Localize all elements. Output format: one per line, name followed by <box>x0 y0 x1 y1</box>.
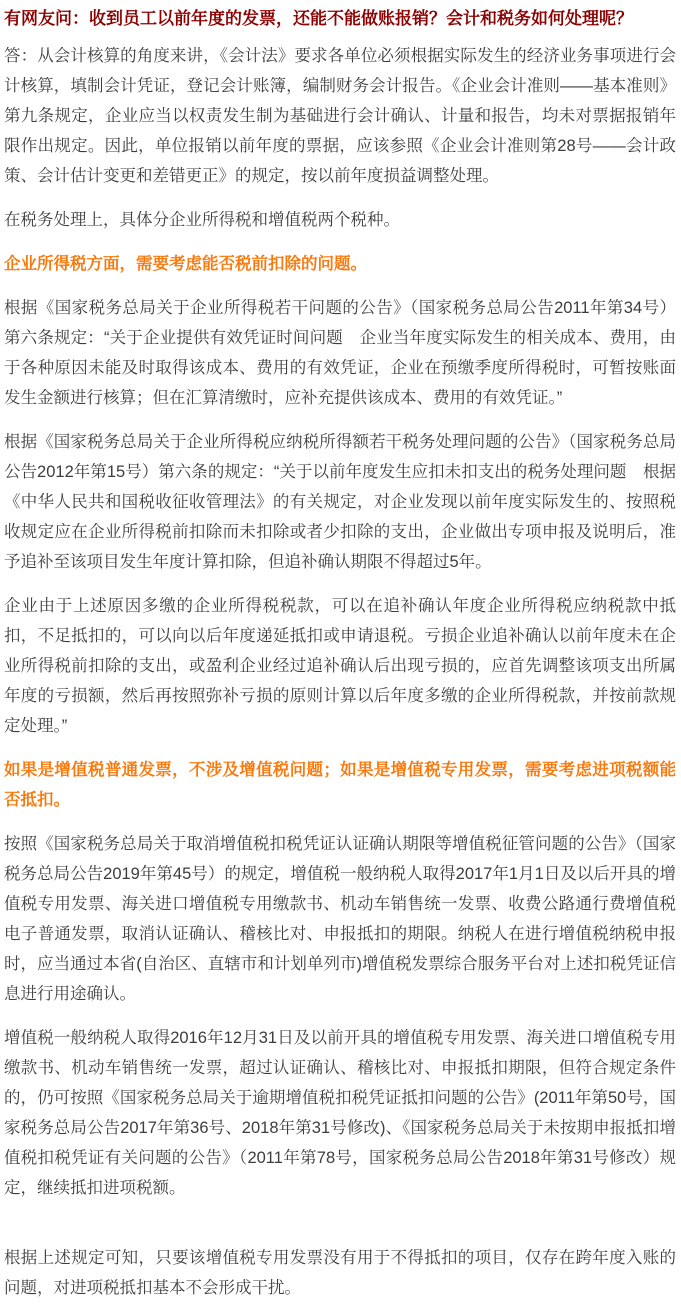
heading-income-tax: 企业所得税方面，需要考虑能否税前扣除的问题。 <box>4 255 367 273</box>
paragraph-accounting-answer: 答：从会计核算的角度来讲，《会计法》要求各单位必须根据实际发生的经济业务事项进行会计核算，填制会计凭证，登记会计账簿，编制财务会计报告。《企业会计准则——基本准则》第九条规定，企业应当以权责发生制为基础进行会计确认、计量和报告，均未对票据报销年限作出规定。因此，单位报销以前年度的票据，应该参照《企业会计准则第28号——会计政策、会计估计变更和差错更正》的规定，按以前年度损益调整处理。 <box>4 47 676 185</box>
paragraph-tax-overview: 在税务处理上，具体分企业所得税和增值税两个税种。 <box>4 211 400 229</box>
paragraph-announcement-2012-15: 根据《国家税务总局关于企业所得税应纳税所得额若干税务处理问题的公告》（国家税务总局公告2012年第15号）第六条的规定：“关于以前年度发生应扣未扣支出的税务处理问题 根据《中华人民共和国税收征收管理法》的有关规定，对企业发现以前年度实际发生的、按照税收规定应在企业所得税前扣除而未扣除或者少扣除的支出，企业做出专项申报及说明后，准予追补至该项目发生年度计算扣除，但追补确认期限不得超过5年。 <box>4 433 676 571</box>
heading-vat-invoice: 如果是增值税普通发票，不涉及增值税问题；如果是增值税专用发票，需要考虑进项税额能否抵扣。 <box>4 761 676 809</box>
article-title: 有网友问：收到员工以前年度的发票，还能不能做账报销？会计和税务如何处理呢？ <box>4 9 633 28</box>
paragraph-pre-2017-invoices: 增值税一般纳税人取得2016年12月31日及以前开具的增值税专用发票、海关进口增值税专用缴款书、机动车销售统一发票，超过认证确认、稽核比对、申报抵扣期限，但符合规定条件的，仍可按照《国家税务总局关于逾期增值税扣税凭证抵扣问题的公告》(2011年第50号，国家税务总局公告2017年第36号、2018年第31号修改)、《国家税务总局关于未按期申报抵扣增值税扣税凭证有关问题的公告》（2011年第78号，国家税务总局公告2018年第31号修改）规定，继续抵扣进项税额。 <box>4 1029 676 1197</box>
blank-line <box>4 1217 676 1243</box>
paragraph-announcement-2011-34: 根据《国家税务总局关于企业所得税若干问题的公告》（国家税务总局公告2011年第34号）第六条规定：“关于企业提供有效凭证时间问题 企业当年度实际发生的相关成本、费用，由于各种原因未能及时取得该成本、费用的有效凭证，企业在预缴季度所得税时，可暂按账面发生金额进行核算；但在汇算清缴时，应补充提供该成本、费用的有效凭证。” <box>4 299 676 407</box>
paragraph-announcement-2019-45: 按照《国家税务总局关于取消增值税扣税凭证认证确认期限等增值税征管问题的公告》（国家税务总局公告2019年第45号）的规定，增值税一般纳税人取得2017年1月1日及以后开具的增值税专用发票、海关进口增值税专用缴款书、机动车销售统一发票、收费公路通行费增值税电子普通发票，取消认证确认、稽核比对、申报抵扣的期限。纳税人在进行增值税纳税申报时，应当通过本省(自治区、直辖市和计划单列市)增值税发票综合服务平台对上述扣税凭证信息进行用途确认。 <box>4 835 676 1003</box>
paragraph-conclusion: 根据上述规定可知，只要该增值税专用发票没有用于不得抵扣的项目，仅存在跨年度入账的问题，对进项税抵扣基本不会形成干扰。 <box>4 1249 676 1297</box>
paragraph-overpaid-tax-credit: 企业由于上述原因多缴的企业所得税税款，可以在追补确认年度企业所得税应纳税款中抵扣，不足抵扣的，可以向以后年度递延抵扣或申请退税。亏损企业追补确认以前年度未在企业所得税前扣除的支出，或盈利企业经过追补确认后出现亏损的，应首先调整该项支出所属年度的亏损额，然后再按照弥补亏损的原则计算以后年度多缴的企业所得税款，并按前款规定处理。” <box>4 597 676 735</box>
